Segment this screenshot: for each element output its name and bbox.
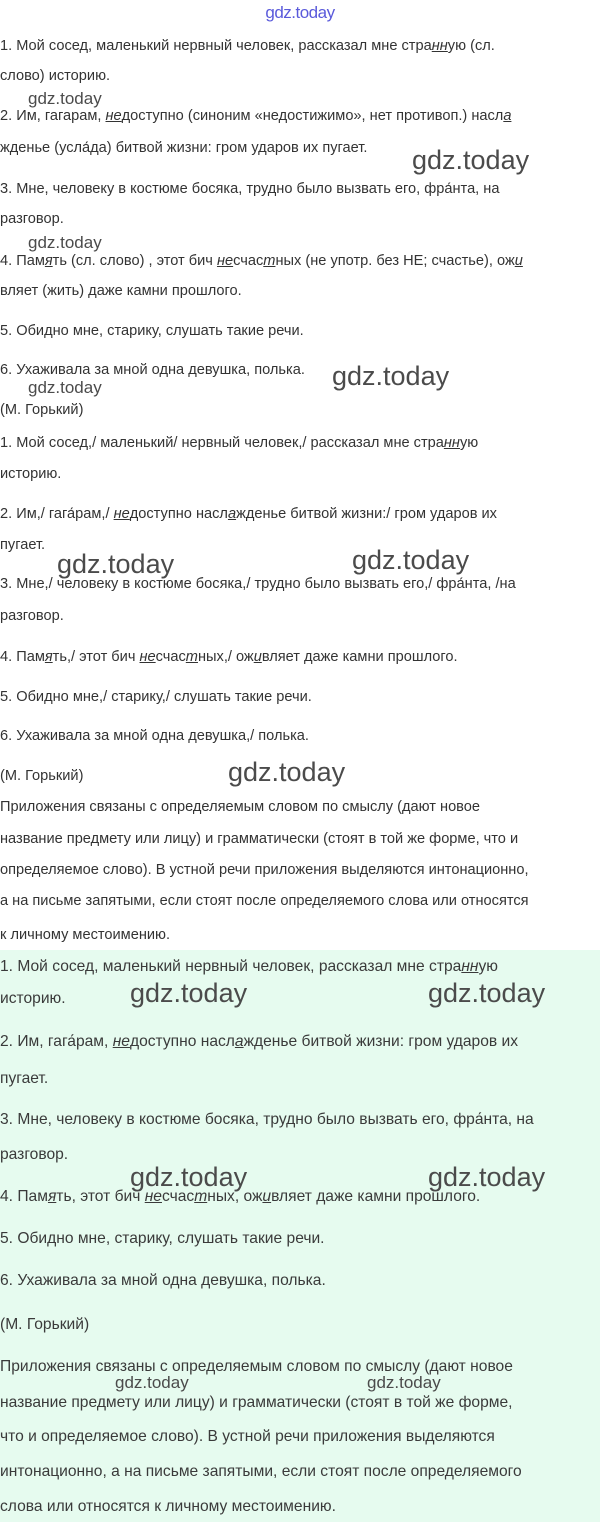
text-line bbox=[0, 1033, 600, 1051]
text-segment: (М. Горький) bbox=[0, 768, 84, 784]
text-line bbox=[0, 607, 600, 625]
text-segment: жденье (усла́да) битвой жизни: гром ударов их пугает. bbox=[0, 140, 368, 156]
text-segment: 3. Мне, человеку в костюме босяка, трудно было вызвать его, фра́нта, на bbox=[0, 181, 500, 197]
text-line bbox=[0, 67, 600, 85]
text-line bbox=[0, 361, 600, 379]
text-line bbox=[0, 688, 600, 706]
underlined-letters: нн bbox=[461, 958, 479, 975]
watermark-text: gdz.today bbox=[28, 233, 102, 252]
watermark-text: gdz.today bbox=[428, 1162, 546, 1192]
text-segment: 2. Им,/ гага́рам,/ bbox=[0, 506, 114, 522]
text-segment: пугает. bbox=[0, 1070, 49, 1087]
text-segment: Приложения связаны с определяемым словом по смыслу (дают новое bbox=[0, 1358, 513, 1375]
text-line bbox=[0, 322, 600, 340]
text-segment: 5. Обидно мне, старику, слушать такие речи. bbox=[0, 1230, 325, 1247]
text-segment: название предмету или лицу) и грамматически (стоят в той же форме, что и bbox=[0, 831, 519, 847]
text-line bbox=[0, 401, 600, 419]
underlined-letters: т bbox=[263, 253, 276, 269]
text-segment: 6. Ухаживала за мной одна девушка, полька. bbox=[0, 362, 305, 378]
underlined-letters: не bbox=[113, 506, 130, 522]
watermark-text: gdz.today bbox=[332, 361, 450, 391]
underlined-letters: а bbox=[234, 1033, 244, 1050]
text-segment: ть (сл. слово) , этот бич bbox=[52, 253, 217, 269]
text-line bbox=[0, 861, 600, 879]
text-segment: историю. bbox=[0, 990, 66, 1007]
text-segment: жденье битвой жизни:/ гром ударов их bbox=[236, 506, 497, 522]
text-segment: вляет даже камни прошлого. bbox=[261, 649, 458, 665]
underlined-letters: нн bbox=[443, 435, 460, 451]
watermark-text: gdz.today bbox=[412, 145, 530, 175]
text-segment: счас bbox=[233, 253, 264, 269]
underlined-letters: я bbox=[44, 253, 53, 269]
text-segment: 1. Мой сосед, маленький нервный человек, рассказал мне стра bbox=[0, 38, 432, 54]
text-line bbox=[0, 282, 600, 300]
text-line bbox=[0, 1111, 600, 1129]
text-segment: 1. Мой сосед,/ маленький/ нервный человек,/ рассказал мне стра bbox=[0, 435, 444, 451]
underlined-letters: нн bbox=[431, 38, 448, 54]
underlined-letters: т bbox=[194, 1188, 208, 1205]
underlined-letters: не bbox=[112, 1033, 130, 1050]
underlined-letters: я bbox=[44, 649, 53, 665]
text-line bbox=[0, 107, 600, 125]
text-segment: 4. Пам bbox=[0, 1188, 48, 1205]
underlined-letters: и bbox=[253, 649, 262, 665]
text-segment: 4. Пам bbox=[0, 253, 45, 269]
text-segment: историю. bbox=[0, 466, 62, 482]
text-segment: 4. Пам bbox=[0, 649, 45, 665]
text-segment: ных (не употр. без НЕ; счастье), ож bbox=[275, 253, 515, 269]
watermark-text: gdz.today bbox=[367, 1373, 441, 1392]
underlined-letters: и bbox=[514, 253, 523, 269]
text-segment: ую bbox=[478, 958, 498, 975]
text-segment: к личному местоимению. bbox=[0, 927, 171, 943]
text-segment: разговор. bbox=[0, 1146, 69, 1163]
text-segment: счас bbox=[161, 1188, 195, 1205]
text-line bbox=[0, 434, 600, 452]
underlined-letters: не bbox=[105, 108, 122, 124]
text-segment: счас bbox=[155, 649, 186, 665]
text-segment: ть, этот бич bbox=[56, 1188, 145, 1205]
text-line bbox=[0, 1272, 600, 1290]
text-line bbox=[0, 830, 600, 848]
watermark-text: gdz.today bbox=[228, 757, 346, 787]
text-segment: ных, ож bbox=[207, 1188, 263, 1205]
text-segment: а на письме запятыми, если стоят после определяемого слова или относятся bbox=[0, 893, 529, 909]
text-line bbox=[0, 180, 600, 198]
watermark-text: gdz.today bbox=[28, 89, 102, 108]
text-segment: 2. Им, гагарам, bbox=[0, 108, 106, 124]
underlined-letters: не bbox=[144, 1188, 162, 1205]
underlined-letters: и bbox=[262, 1188, 272, 1205]
underlined-letters: а bbox=[503, 108, 512, 124]
text-segment: слова или относятся к личному местоимению. bbox=[0, 1498, 336, 1515]
text-segment: доступно (синоним «недостижимо», нет противоп.) насл bbox=[121, 108, 504, 124]
text-line bbox=[0, 252, 600, 270]
text-line bbox=[0, 1070, 600, 1088]
watermark-text: gdz.today bbox=[428, 978, 546, 1008]
watermark-text: gdz.today bbox=[115, 1373, 189, 1392]
text-line bbox=[0, 1394, 600, 1412]
text-segment: ных,/ ож bbox=[197, 649, 254, 665]
underlined-letters: не bbox=[216, 253, 234, 269]
text-line bbox=[0, 798, 600, 816]
text-line bbox=[0, 37, 600, 55]
text-segment: 2. Им, гага́рам, bbox=[0, 1033, 113, 1050]
text-line bbox=[0, 1316, 600, 1334]
text-segment: интонационно, а на письме запятыми, если стоят после определяемого bbox=[0, 1463, 522, 1480]
text-segment: 5. Обидно мне, старику, слушать такие речи. bbox=[0, 323, 304, 339]
text-segment: 5. Обидно мне,/ старику,/ слушать такие речи. bbox=[0, 689, 312, 705]
watermark-text: gdz.today bbox=[352, 545, 470, 575]
text-segment: что и определяемое слово). В устной речи приложения выделяются bbox=[0, 1428, 495, 1445]
text-segment: 6. Ухаживала за мной одна девушка, полька. bbox=[0, 1272, 326, 1289]
text-segment: (М. Горький) bbox=[0, 1316, 90, 1333]
text-segment: слово) историю. bbox=[0, 68, 111, 84]
text-line bbox=[0, 892, 600, 910]
underlined-letters: а bbox=[227, 506, 237, 522]
text-segment: пугает. bbox=[0, 537, 46, 553]
text-segment: ую bbox=[459, 435, 479, 451]
text-line bbox=[0, 210, 600, 228]
underlined-letters: не bbox=[139, 649, 156, 665]
text-line bbox=[0, 1428, 600, 1446]
text-segment: доступно насл bbox=[129, 506, 228, 522]
site-watermark-header: gdz.today bbox=[265, 3, 335, 22]
text-line bbox=[0, 1230, 600, 1248]
watermark-text: gdz.today bbox=[130, 1162, 248, 1192]
text-segment: 3. Мне,/ человеку в костюме босяка,/ трудно было вызвать его,/ фра́нта, /на bbox=[0, 576, 516, 592]
watermark-text: gdz.today bbox=[57, 549, 175, 579]
text-segment: разговор. bbox=[0, 608, 64, 624]
text-segment: название предмету или лицу) и грамматически (стоят в той же форме, bbox=[0, 1394, 513, 1411]
text-segment: Приложения связаны с определяемым словом по смыслу (дают новое bbox=[0, 799, 481, 815]
text-segment: (М. Горький) bbox=[0, 402, 84, 418]
text-segment: разговор. bbox=[0, 211, 64, 227]
text-segment: доступно насл bbox=[129, 1033, 235, 1050]
watermark-text: gdz.today bbox=[130, 978, 248, 1008]
text-segment: вляет даже камни прошлого. bbox=[271, 1188, 481, 1205]
text-line bbox=[0, 958, 600, 976]
text-line bbox=[0, 1463, 600, 1481]
text-segment: определяемое слово). В устной речи приложения выделяются интонационно, bbox=[0, 862, 529, 878]
text-line bbox=[0, 727, 600, 745]
text-segment: вляет (жить) даже камни прошлого. bbox=[0, 283, 242, 299]
underlined-letters: т bbox=[185, 649, 198, 665]
text-segment: жденье битвой жизни: гром ударов их bbox=[243, 1033, 519, 1050]
text-line bbox=[0, 465, 600, 483]
watermark-text: gdz.today bbox=[28, 378, 102, 397]
underlined-letters: я bbox=[47, 1188, 57, 1205]
text-segment: 1. Мой сосед, маленький нервный человек, рассказал мне стра bbox=[0, 958, 462, 975]
text-line bbox=[0, 926, 600, 944]
text-line bbox=[0, 505, 600, 523]
text-line bbox=[0, 1358, 600, 1376]
text-segment: 6. Ухаживала за мной одна девушка,/ полька. bbox=[0, 728, 309, 744]
text-line bbox=[0, 648, 600, 666]
text-segment: 3. Мне, человеку в костюме босяка, трудно было вызвать его, фра́нта, на bbox=[0, 1111, 534, 1128]
text-segment: ть,/ этот бич bbox=[52, 649, 140, 665]
text-segment: ую (сл. bbox=[447, 38, 495, 54]
text-line bbox=[0, 1498, 600, 1516]
